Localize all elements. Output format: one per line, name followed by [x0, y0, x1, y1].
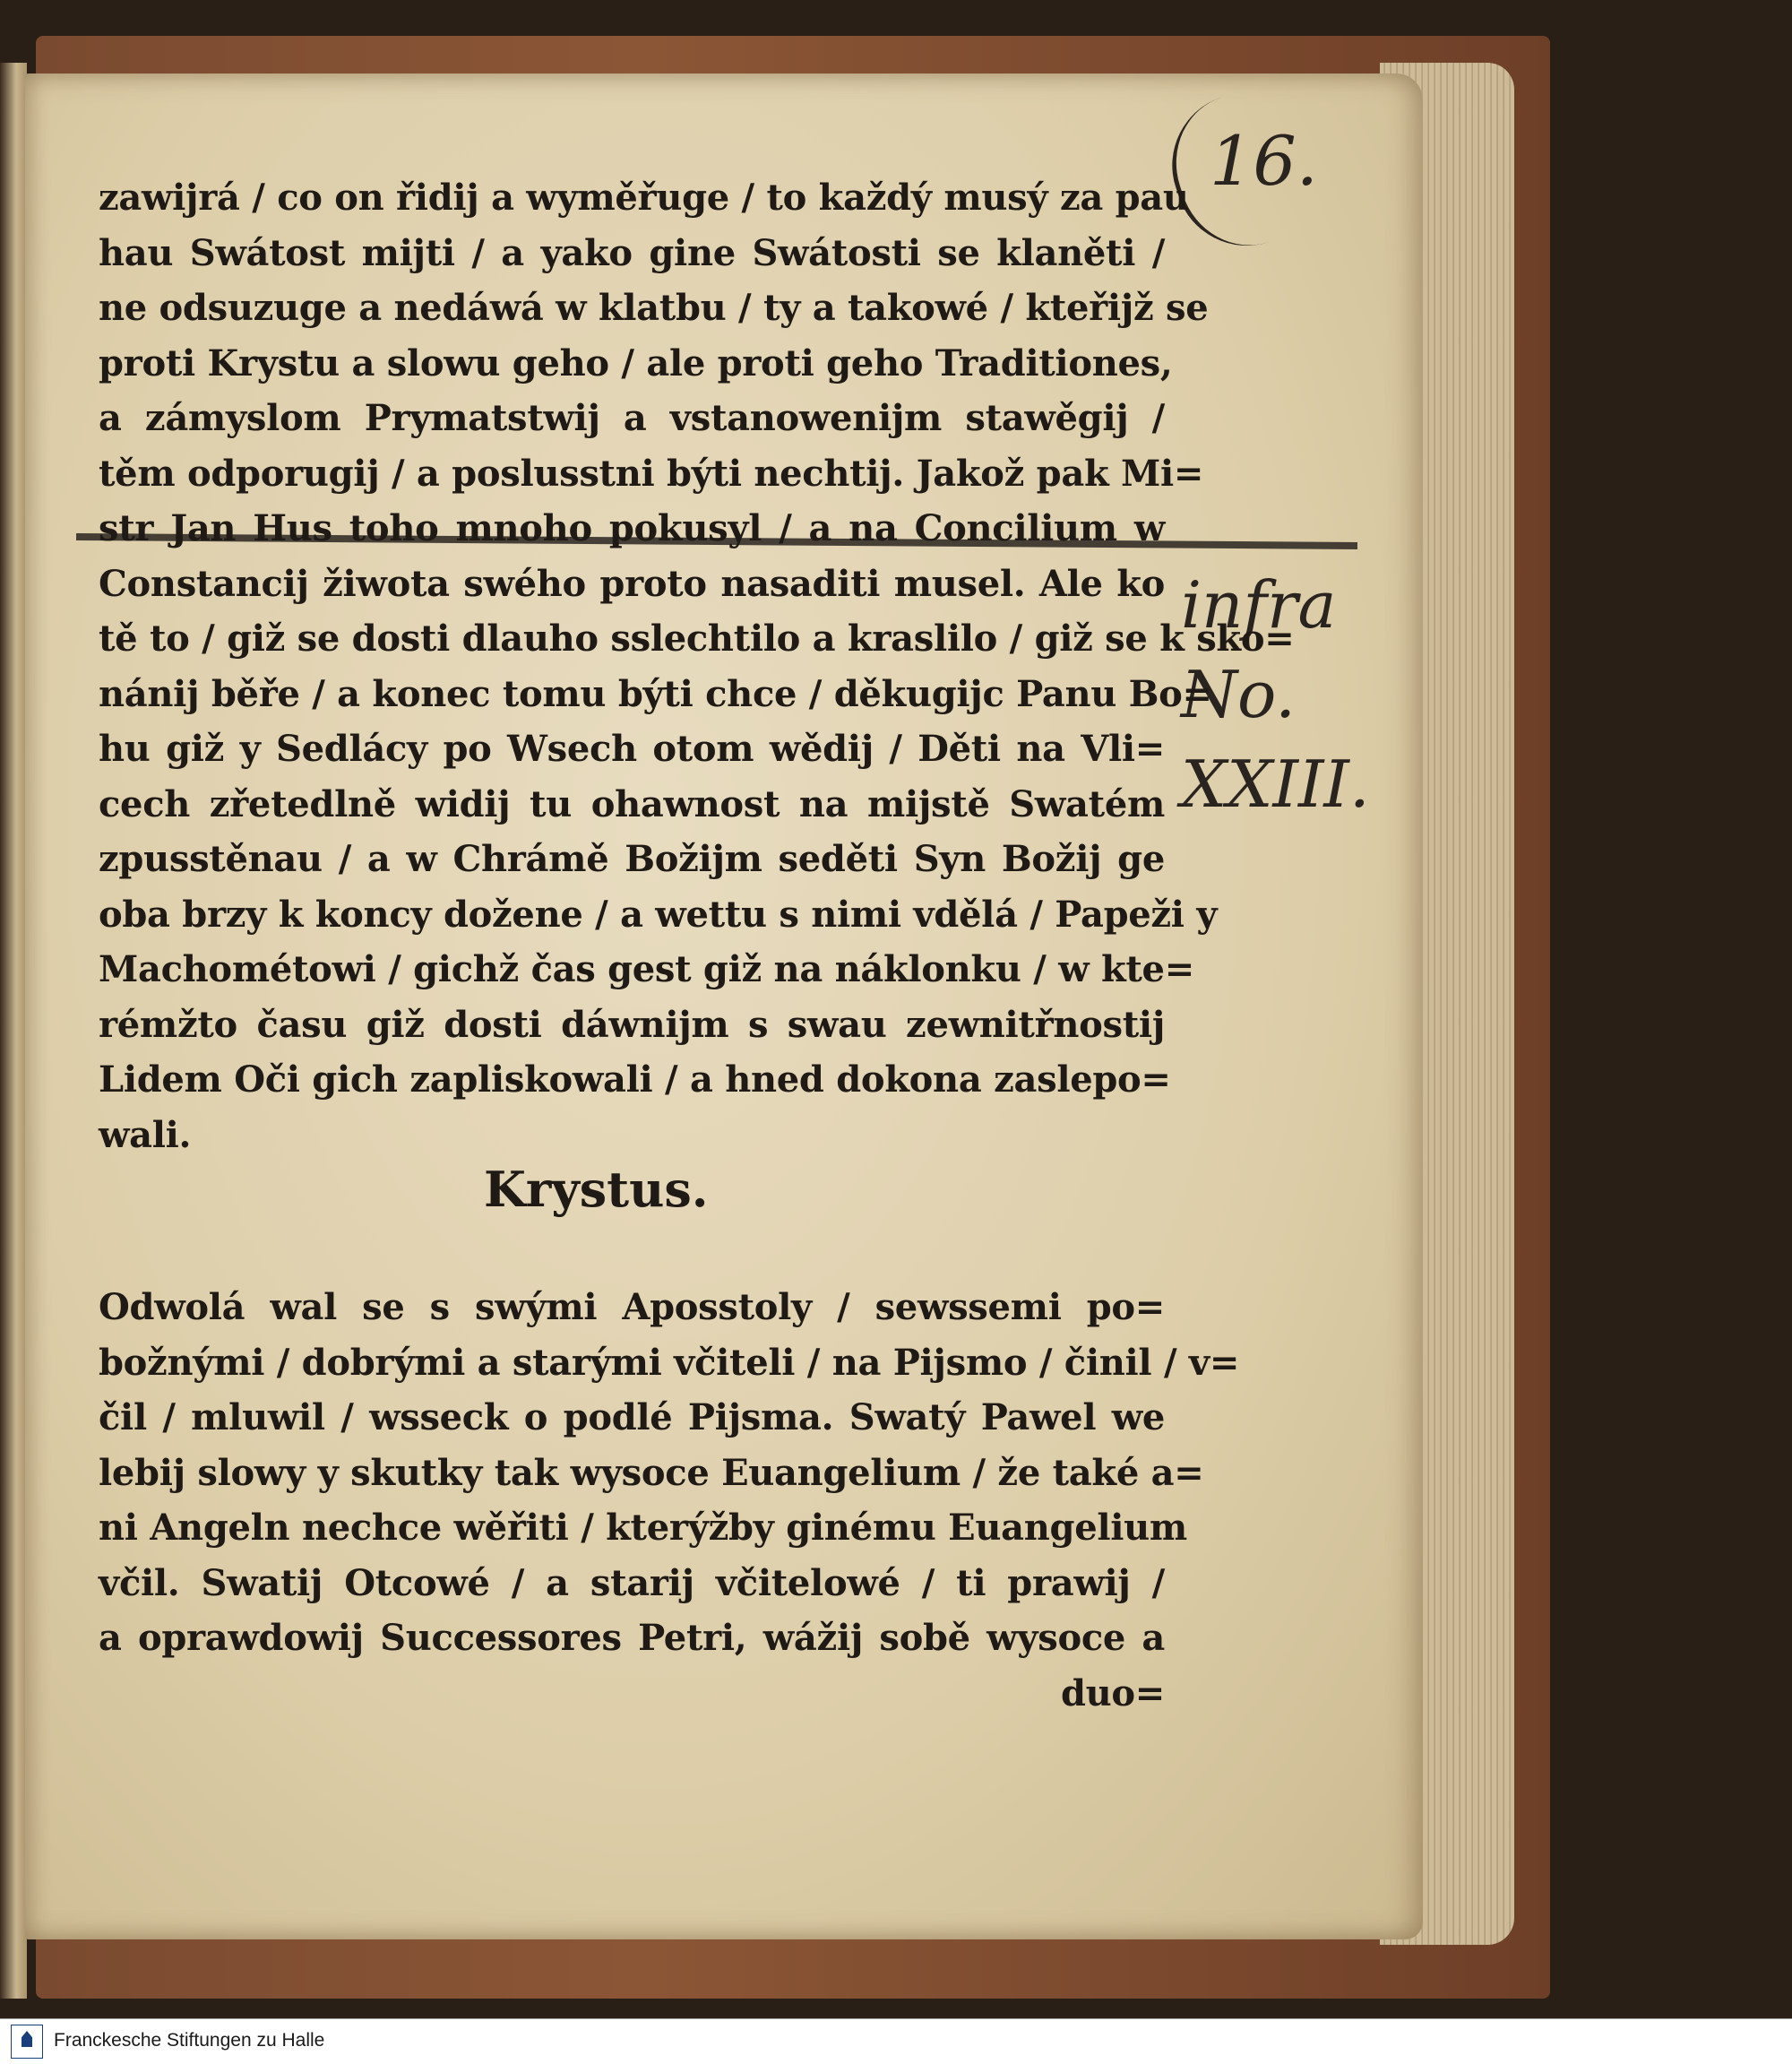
- text-line: ne odsuzuge a nedáwá w klatbu / ty a takowé / kteřijž se: [99, 287, 1209, 329]
- text-line: čil / mluwil / wsseck o podlé Pijsma. Swatý Pawel we: [99, 1396, 1165, 1438]
- text-line: nánij běře / a konec tomu býti chce / děkugijc Panu Bo=: [99, 672, 1212, 715]
- text-line: Odwolá wal se s swými Aposstoly / sewssemi po=: [99, 1286, 1165, 1328]
- left-page-edge: [0, 63, 27, 1999]
- text-line: proti Krystu a slowu geho / ale proti geho Traditiones,: [99, 341, 1173, 384]
- folio-number: [1210, 121, 1362, 246]
- text-line: str Jan Hus toho mnoho pokusyl / a na Concilium w: [99, 507, 1165, 549]
- text-line: wali.: [99, 1113, 192, 1156]
- text-line: božnými / dobrými a starými včiteli / na Pijsmo / činil / v=: [99, 1341, 1240, 1384]
- text-line: zpusstěnau / a w Chrámě Božijm seděti Syn Božij ge: [99, 838, 1165, 880]
- text-line: Lidem Oči gich zapliskowali / a hned dokona zaslepo=: [99, 1058, 1171, 1101]
- text-line: tě to / giž se dosti dlauho sslechtilo a kraslilo / giž se k sko=: [99, 617, 1295, 660]
- text-line: hu giž y Sedlácy po Wsech otom wědij / Děti na Vli=: [99, 728, 1165, 770]
- margin-note-line: No.: [1181, 657, 1296, 732]
- text-line: Constancij žiwota swého proto nasaditi musel. Ale ko: [99, 562, 1165, 605]
- footer-bar: [0, 2018, 1792, 2064]
- text-line: těm odporugij / a poslusstni býti nechtij. Jakož pak Mi=: [99, 452, 1204, 495]
- text-line: ni Angeln nechce wěřiti / kterýžby ginému Euangelium: [99, 1507, 1187, 1549]
- text-line: a zámyslom Prymatstwij a vstanowenijm stawěgij /: [99, 397, 1165, 439]
- text-line: hau Swátost mijti / a yako gine Swátosti se klaněti /: [99, 231, 1165, 274]
- folio-text: 16.: [1210, 121, 1318, 201]
- text-line: zawijrá / co on řidij a wyměřuge / to každý musý za pau: [99, 177, 1189, 219]
- institution-logo-icon: [11, 2025, 43, 2059]
- margin-note-line: XXIII.: [1181, 747, 1370, 822]
- text-line: včil. Swatij Otcowé / a starij včitelowé / ti prawij /: [99, 1561, 1165, 1604]
- body-text-section-2: [99, 1280, 1240, 1721]
- margin-note-line: infra: [1181, 567, 1337, 643]
- institution-name: Franckesche Stiftungen zu Halle: [54, 2030, 325, 2051]
- text-line: lebij slowy y skutky tak wysoce Euangelium / že také a=: [99, 1451, 1204, 1494]
- text-line: rémžto času giž dosti dáwnijm s swau zewnitřnostij: [99, 1003, 1165, 1046]
- text-line: oba brzy k koncy dožene / a wettu s nimi vdělá / Papeži y: [99, 893, 1218, 936]
- section-heading: Krystus.: [484, 1161, 709, 1218]
- text-line: Machométowi / gichž čas gest giž na náklonku / w kte=: [99, 948, 1194, 990]
- text-line: duo=: [1060, 1671, 1165, 1714]
- text-line: cech zřetedlně widij tu ohawnost na mijstě Swatém: [99, 782, 1165, 825]
- text-line: a oprawdowij Successores Petri, wážij sobě wysoce a: [99, 1617, 1165, 1659]
